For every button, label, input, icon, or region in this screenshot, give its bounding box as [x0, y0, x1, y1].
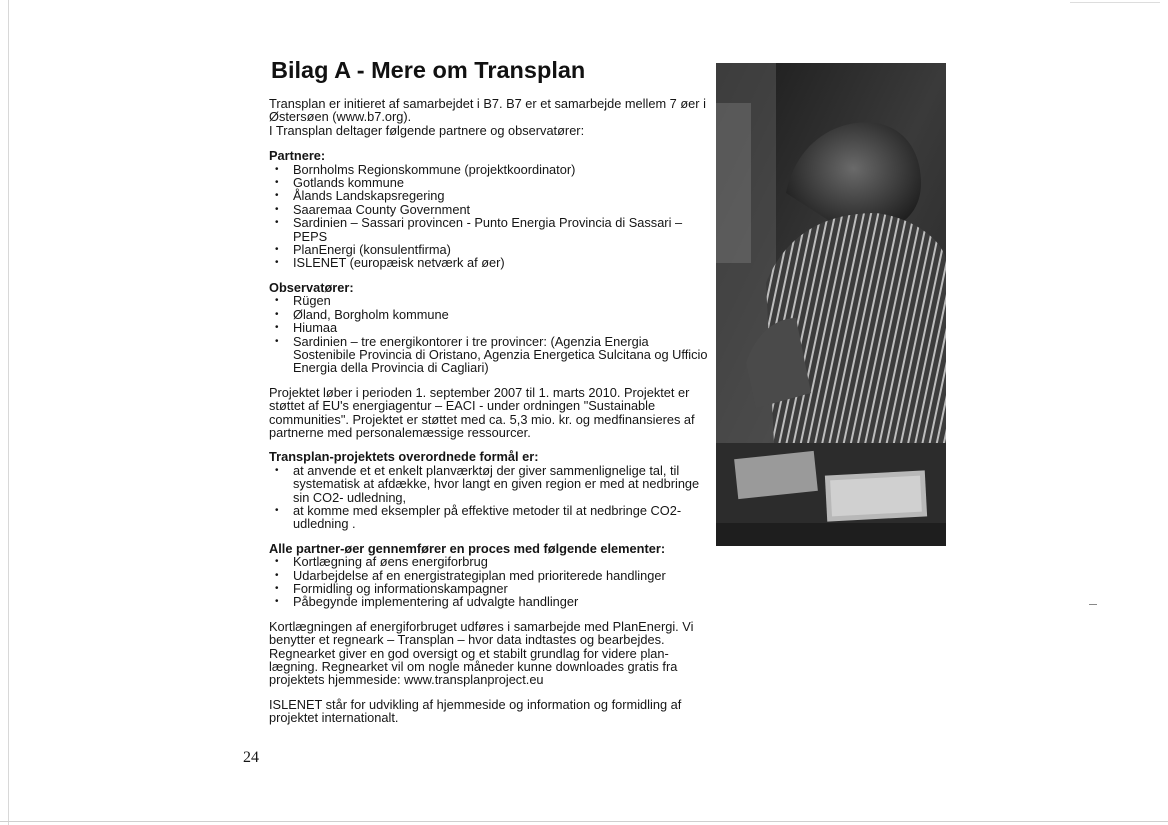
islenet-paragraph: ISLENET står for udvikling af hjemmeside og information og formidling af projektet internationalt.	[269, 696, 682, 726]
list-item: • Øland, Borgholm kommune	[269, 308, 712, 321]
mapping-paragraph: Kortlægningen af energiforbruget udføres i samarbejde med PlanEnergi. Vi benytter et regneark – Transplan – hvor data indtastes og bearbejdes. Regnearket giver en god oversigt og et stabilt grundlag for videre plan-lægning. Regnearket vil om nogle måneder kunne downloades gratis fra projektets hjemmeside: www.transplanproject.eu	[269, 618, 694, 688]
list-item: • PlanEnergi (konsulentfirma)	[269, 243, 712, 256]
intro-line: Transplan er initieret af samarbejdet i B7. B7 er et samarbejde mellem 7 øer i Østersøen (www.b7.org).	[269, 96, 706, 125]
list-item: • Formidling og informationskampagner	[269, 582, 712, 595]
goals-heading: Transplan-projektets overordnede formål er:	[269, 449, 539, 465]
photo-man-with-papers	[716, 63, 946, 546]
list-item: • Sardinien – tre energikontorer i tre provincer: (Agenzia Energia Sostenibile Provincia di Oristano, Agenzia Energetica Sulcitana og Ufficio Energia della Provincia di Cagliari)	[269, 335, 712, 375]
page-edge-bottom	[0, 821, 1168, 822]
process-heading: Alle partner-øer gennemfører en proces med følgende elementer:	[269, 540, 666, 556]
list-item: • at anvende et et enkelt planværktøj der giver sammenlignelige tal, til systematisk at afdække, hvor langt en given region er med at nedbringe sin CO2- udledning,	[269, 464, 712, 504]
list-item: • Gotlands kommune	[269, 176, 712, 189]
intro-line: I Transplan deltager følgende partnere og observatører:	[269, 122, 585, 138]
list-item: • Sardinien – Sassari provincen - Punto Energia Provincia di Sassari – PEPS	[269, 216, 712, 243]
list-item: • ISLENET (europæisk netværk af øer)	[269, 256, 712, 269]
list-item: • Saaremaa County Government	[269, 203, 712, 216]
observers-heading: Observatører:	[269, 279, 354, 295]
list-item: • Påbegynde implementering af udvalgte handlinger	[269, 595, 712, 608]
goals-list	[269, 464, 712, 531]
list-item: • Hiumaa	[269, 321, 712, 334]
process-list	[269, 555, 712, 609]
list-item: • Rügen	[269, 294, 712, 307]
partners-list	[269, 163, 712, 270]
margin-mark	[1089, 604, 1097, 605]
page-edge-left	[8, 0, 9, 825]
period-paragraph: Projektet løber i perioden 1. september 2007 til 1. marts 2010. Projektet er støttet af EU's energiagentur – EACI - under ordningen "Sustainable communities". Projektet er støttet med ca. 5,3 mio. kr. og medfinansieres af partnerne med personalemæssige ressourcer.	[269, 384, 695, 440]
document-body	[266, 56, 712, 736]
intro-paragraph	[269, 97, 712, 137]
partners-heading: Partnere:	[269, 148, 326, 164]
observers-list	[269, 294, 712, 374]
list-item: • Bornholms Regionskommune (projektkoordinator)	[269, 163, 712, 176]
list-item: • Udarbejdelse af en energistrategiplan med prioriterede handlinger	[269, 569, 712, 582]
list-item: • Ålands Landskapsregering	[269, 189, 712, 202]
page-edge-top	[1070, 2, 1160, 3]
page-number: 24	[243, 749, 259, 766]
list-item: • at komme med eksempler på effektive metoder til at nedbringe CO2- udledning .	[269, 504, 712, 531]
photo-image	[716, 63, 946, 546]
list-item: • Kortlægning af øens energiforbrug	[269, 555, 712, 568]
page-title: Bilag A - Mere om Transplan	[271, 57, 586, 83]
